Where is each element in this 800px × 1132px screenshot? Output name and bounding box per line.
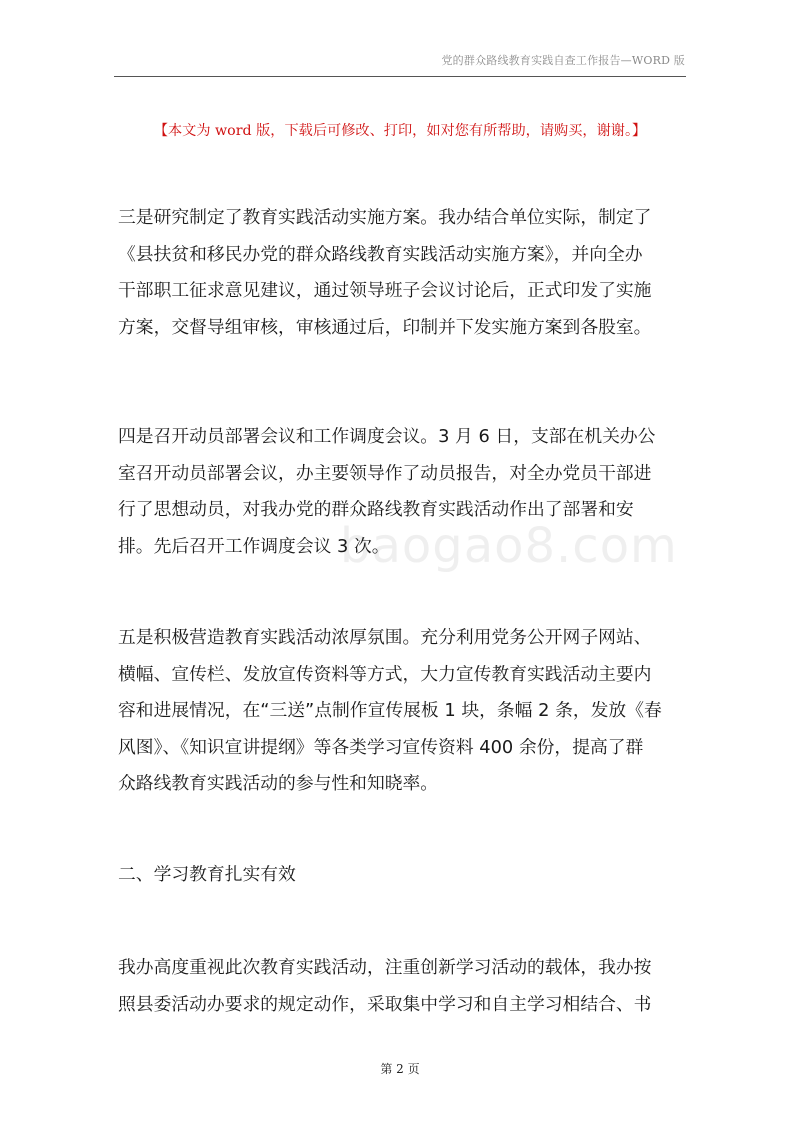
paragraph-mobilization-meeting <box>118 419 688 565</box>
paragraph-line: 五是积极营造教育实践活动浓厚氛围。充分利用党务公开网子网站、 <box>118 627 652 648</box>
paragraph-line: 照县委活动办要求的规定动作，采取集中学习和自主学习相结合、书 <box>118 993 652 1015</box>
paragraph-line: 方案，交督导组审核，审核通过后，印制并下发实施方案到各股室。 <box>118 316 652 338</box>
paragraph-line: 室召开动员部署会议，办主要领导作了动员报告，对全办党员干部进 <box>118 462 652 484</box>
page-number: 第 2 页 <box>380 1062 420 1076</box>
heading-line: 二、学习教育扎实有效 <box>118 864 296 885</box>
paragraph-line: 干部职工征求意见建议，通过领导班子会议讨论后，正式印发了实施 <box>118 280 652 301</box>
running-header: 党的群众路线教育实践自查工作报告—WORD 版 <box>441 54 685 67</box>
paragraph-line: 三是研究制定了教育实践活动实施方案。我办结合单位实际，制定了 <box>118 207 652 228</box>
watermark: baogao8.com <box>340 518 678 574</box>
paragraph-line: 横幅、宣传栏、发放宣传资料等方式，大力宣传教育实践活动主要内 <box>118 663 652 685</box>
purchase-notice: 【本文为 word 版，下载后可修改、打印，如对您有所帮助，请购买，谢谢。】 <box>153 123 647 139</box>
paragraph-line: 众路线教育实践活动的参与性和知晓率。 <box>118 773 439 794</box>
paragraph-line: 《县扶贫和移民办党的群众路线教育实践活动实施方案》，并向全办 <box>118 243 643 265</box>
paragraph-line: 容和进展情况，在“三送”点制作宣传展板 1 块，条幅 2 条，发放《春 <box>118 700 662 721</box>
paragraph-line: 排。先后召开工作调度会议 3 次。 <box>118 535 390 557</box>
header-rule <box>114 76 686 77</box>
paragraph-atmosphere <box>118 620 688 803</box>
paragraph-line: 我办高度重视此次教育实践活动，注重创新学习活动的载体，我办按 <box>118 957 652 978</box>
paragraph-implementation-plan <box>118 200 688 346</box>
section-heading-study <box>118 857 688 894</box>
paragraph-line: 风图》、《知识宣讲提纲》等各类学习宣传资料 400 余份，提高了群 <box>118 736 644 758</box>
paragraph-line: 四是召开动员部署会议和工作调度会议。3 月 6 日，支部在机关办公 <box>118 426 656 447</box>
paragraph-line: 行了思想动员，对我办党的群众路线教育实践活动作出了部署和安 <box>118 499 634 520</box>
paragraph-study-education <box>118 950 688 1023</box>
